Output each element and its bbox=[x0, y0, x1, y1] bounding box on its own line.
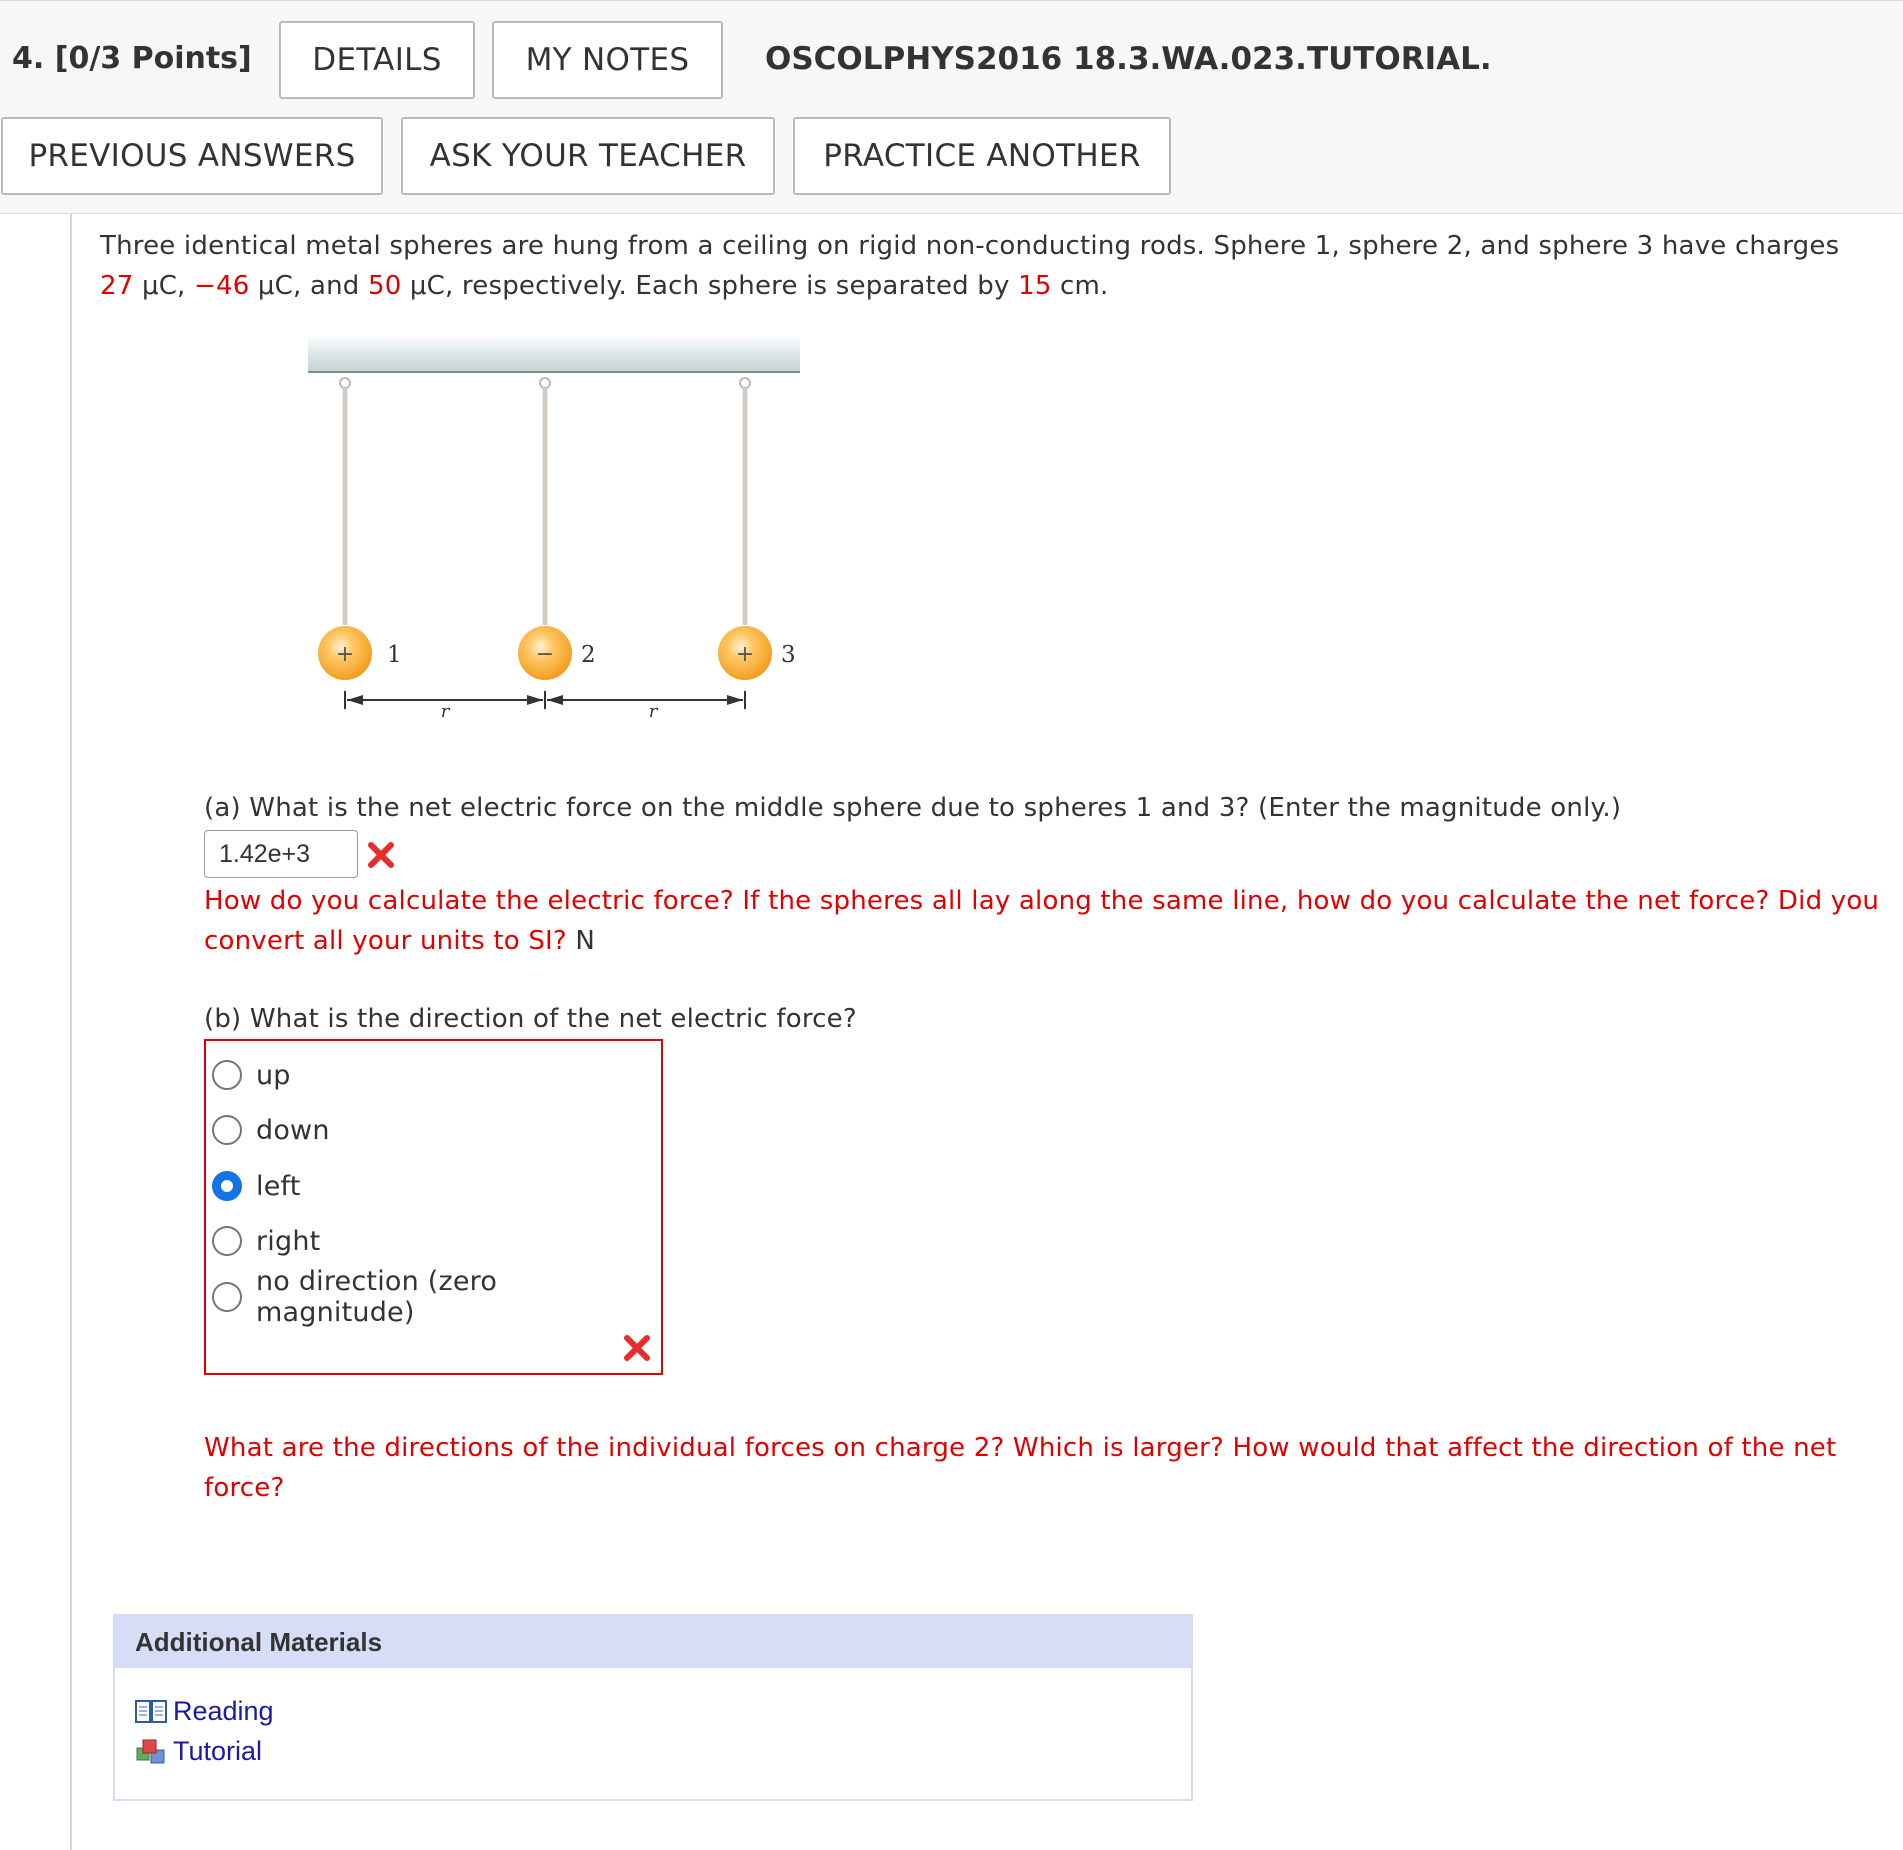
radio-no-direction[interactable] bbox=[212, 1282, 242, 1312]
choice-down[interactable] bbox=[212, 1110, 330, 1150]
question-number-points bbox=[12, 41, 252, 76]
book-icon bbox=[135, 1699, 167, 1725]
spheres-figure bbox=[305, 335, 805, 735]
sphere-2-sign: − bbox=[535, 642, 555, 667]
previous-answers-button[interactable]: PREVIOUS ANSWERS bbox=[1, 117, 383, 195]
rod-3 bbox=[740, 378, 750, 625]
question-header bbox=[0, 0, 1903, 214]
tutorial-link-label[interactable]: Tutorial bbox=[173, 1736, 263, 1766]
radio-down[interactable] bbox=[212, 1115, 242, 1145]
stem-unit1: μC, bbox=[133, 271, 194, 301]
radio-right[interactable] bbox=[212, 1226, 242, 1256]
charge2-value: −46 bbox=[193, 271, 250, 301]
charge3-value: 50 bbox=[367, 271, 402, 301]
choice-no-direction-label: no direction (zero magnitude) bbox=[256, 1266, 498, 1328]
additional-materials-title: Additional Materials bbox=[115, 1616, 1191, 1668]
part-b-question: (b) What is the direction of the net electric force? bbox=[204, 1004, 857, 1034]
stem-unit4: cm. bbox=[1051, 271, 1109, 301]
choice-left-label: left bbox=[256, 1170, 301, 1202]
left-rule bbox=[70, 214, 72, 1850]
details-button[interactable]: DETAILS bbox=[279, 21, 475, 99]
part-a-unit: N bbox=[575, 926, 596, 956]
choice-right[interactable] bbox=[212, 1221, 320, 1261]
question-code: OSCOLPHYS2016 18.3.WA.023.TUTORIAL. bbox=[765, 41, 1492, 77]
distance-label-right: r bbox=[648, 701, 658, 722]
separation-value: 15 bbox=[1018, 271, 1052, 301]
part-b-feedback: What are the directions of the individual forces on charge 2? Which is larger? How would that affect the direction of the net force? bbox=[204, 1433, 1837, 1503]
charge1-value: 27 bbox=[100, 271, 134, 301]
my-notes-button[interactable]: MY NOTES bbox=[492, 21, 723, 99]
ask-your-teacher-button[interactable]: ASK YOUR TEACHER bbox=[401, 117, 775, 195]
radio-left-selected[interactable] bbox=[212, 1171, 242, 1201]
rod-1 bbox=[340, 378, 350, 625]
part-b-incorrect-icon bbox=[622, 1333, 652, 1363]
choice-up-label: up bbox=[256, 1059, 291, 1091]
rod-2 bbox=[540, 378, 550, 625]
stem-unit3: μC, respectively. Each sphere is separated by bbox=[401, 271, 1019, 301]
part-a-answer-input[interactable] bbox=[204, 830, 358, 878]
choice-no-direction[interactable] bbox=[212, 1266, 661, 1328]
part-a-question: (a) What is the net electric force on the middle sphere due to spheres 1 and 3? (Enter the magnitude only.) bbox=[204, 793, 1622, 823]
tutorial-link[interactable] bbox=[135, 1736, 262, 1767]
part-a-incorrect-icon bbox=[366, 840, 396, 870]
sphere-2 bbox=[518, 626, 596, 680]
choice-right-label: right bbox=[256, 1225, 321, 1257]
sphere-3 bbox=[718, 626, 796, 680]
additional-materials-panel bbox=[113, 1614, 1193, 1801]
question-stem bbox=[100, 226, 1880, 306]
part-a-feedback-text: How do you calculate the electric force? If the spheres all lay along the same line, how do you calculate the net force? Did you convert all your units to SI? bbox=[204, 886, 1880, 956]
ceiling bbox=[308, 335, 800, 372]
choice-down-label: down bbox=[256, 1114, 330, 1146]
radio-up[interactable] bbox=[212, 1060, 242, 1090]
part-a-feedback bbox=[204, 881, 1884, 961]
sphere-1-label: 1 bbox=[387, 642, 402, 668]
stem-text: Three identical metal spheres are hung from a ceiling on rigid non-conducting rods. Sphere 1, sphere 2, and sphere 3 have charges bbox=[100, 231, 1840, 261]
sphere-3-label: 3 bbox=[781, 642, 796, 668]
practice-another-button[interactable]: PRACTICE ANOTHER bbox=[793, 117, 1171, 195]
points-badge: [0/3 Points] bbox=[54, 41, 252, 76]
sphere-1-sign: + bbox=[335, 642, 355, 667]
tutorial-cubes-icon bbox=[135, 1738, 167, 1766]
distance-arrows bbox=[345, 691, 745, 709]
choice-left[interactable] bbox=[212, 1166, 301, 1206]
question-number: 4. bbox=[12, 41, 45, 76]
sphere-2-label: 2 bbox=[581, 642, 596, 668]
part-b-choices bbox=[204, 1039, 663, 1375]
reading-link[interactable] bbox=[135, 1696, 274, 1727]
distance-label-left: r bbox=[440, 701, 450, 722]
sphere-3-sign: + bbox=[735, 642, 755, 667]
reading-link-label[interactable]: Reading bbox=[173, 1696, 274, 1726]
sphere-1 bbox=[318, 626, 402, 680]
choice-up[interactable] bbox=[212, 1055, 291, 1095]
stem-unit2: μC, and bbox=[249, 271, 368, 301]
